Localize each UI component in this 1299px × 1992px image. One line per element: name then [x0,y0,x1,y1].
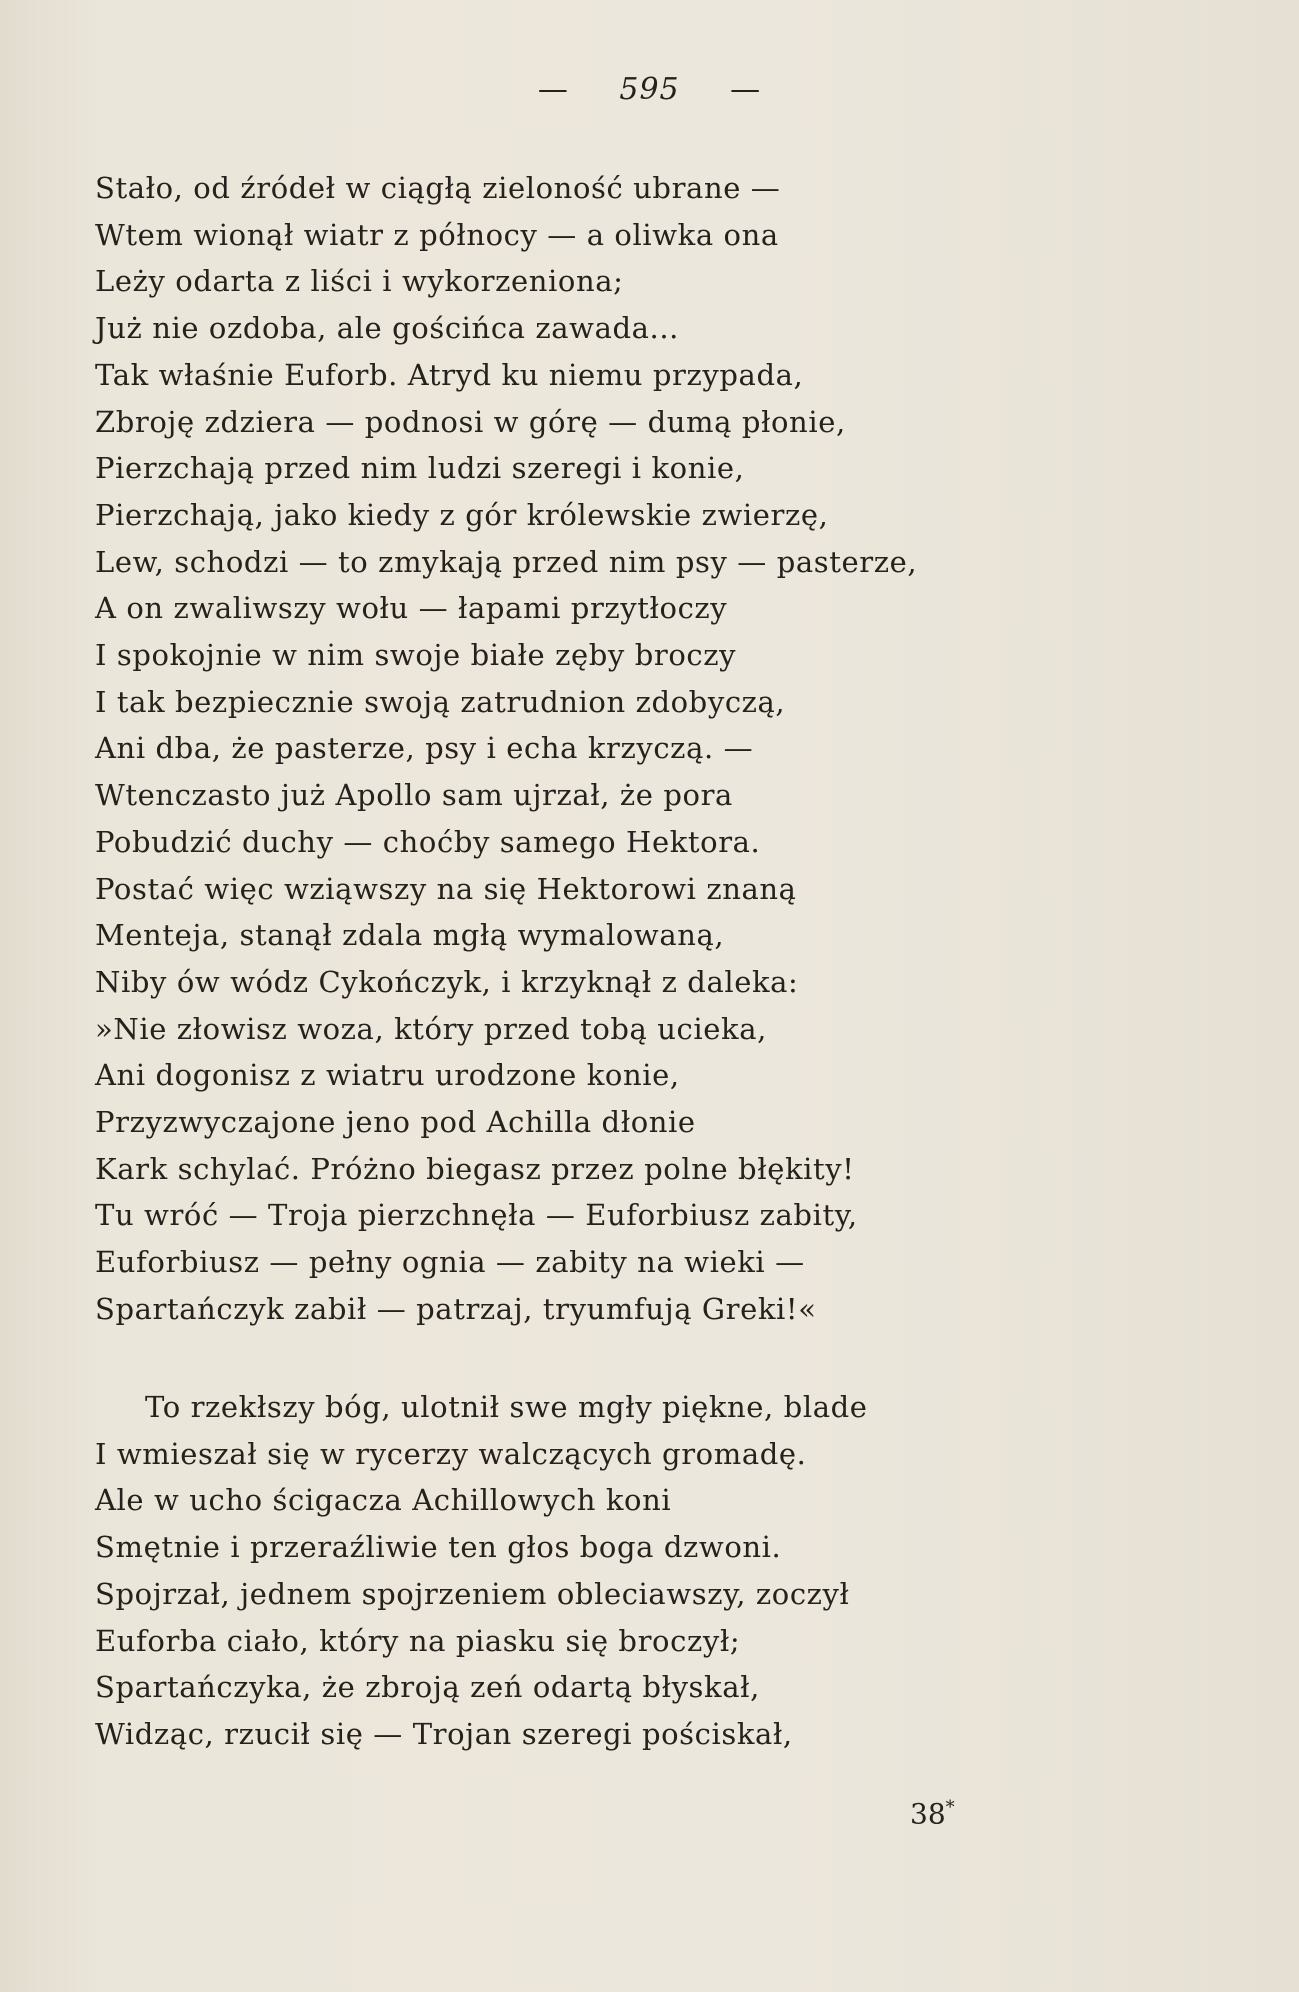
verse-line: Spartańczyk zabił — patrzaj, tryumfują Greki!« [95,1291,817,1326]
verse-line: Euforba ciało, który na piasku się broczył; [95,1623,741,1658]
verse-line: Stało, od źródeł w ciągłą zieloność ubrane — [95,171,781,205]
stanza-1 [95,165,1095,1333]
verse-line: Już nie ozdoba, ale gościńca zawada... [95,311,679,346]
header-dash-right: — [730,72,762,107]
verse-line: Pierzchają przed nim ludzi szeregi i konie, [95,451,745,486]
verse-line: Leży odarta z liści i wykorzeniona; [95,264,624,299]
verse-line: Wtem wionął wiatr z północy — a oliwka ona [95,217,779,252]
page-header [0,72,1299,107]
verse-line: Postać więc wziąwszy na się Hektorowi znaną [95,871,797,906]
verse-line: A on zwaliwszy wołu — łapami przytłoczy [95,591,728,626]
verse-line: Ani dogonisz z wiatru urodzone konie, [95,1058,680,1093]
verse-line: Kark schylać. Próżno biegasz przez polne błękity! [95,1151,855,1186]
verse-line: Menteja, stanął zdala mgłą wymalowaną, [95,918,725,953]
verse-line: Tu wróć — Troja pierzchnęła — Euforbiusz zabity, [95,1198,858,1233]
verse-line: Niby ów wódz Cykończyk, i krzyknął z daleka: [95,964,799,999]
verse-line: Ani dba, że pasterze, psy i echa krzyczą. — [95,731,754,766]
verse-line: Lew, schodzi — to zmykają przed nim psy — pasterze, [95,544,918,579]
verse-line: To rzekłszy bóg, ulotnił swe mgły piękne, blade [145,1390,868,1424]
header-dash-left: — [537,72,569,107]
verse-line: Spartańczyka, że zbroją zeń odartą błyskał, [95,1670,760,1705]
verse-line: Widząc, rzucił się — Trojan szeregi pościskał, [95,1716,793,1751]
stanza-2 [95,1384,1095,1758]
verse-line: I wmieszał się w rycerzy walczących gromadę. [95,1436,807,1471]
signature-mark: * [945,1797,955,1818]
verse-line: Przyzwyczajone jeno pod Achilla dłonie [95,1105,696,1140]
verse-line: Pobudzić duchy — choćby samego Hektora. [95,824,761,859]
verse-line: Euforbiusz — pełny ognia — zabity na wieki — [95,1245,805,1280]
printer-signature [910,1797,955,1830]
verse-line: I tak bezpiecznie swoją zatrudnion zdobyczą, [95,684,786,719]
verse-line: Wtenczasto już Apollo sam ujrzał, że pora [95,778,733,813]
verse-line: Ale w ucho ścigacza Achillowych koni [95,1483,672,1518]
verse-line: Zbroję zdziera — podnosi w górę — dumą płonie, [95,404,846,439]
page-number: 595 [619,72,680,107]
signature-number: 38 [910,1797,946,1831]
verse-line: Spojrzał, jednem spojrzeniem obleciawszy, zoczył [95,1576,850,1611]
verse-line: »Nie złowisz woza, który przed tobą ucieka, [95,1011,767,1046]
verse-line: Smętnie i przeraźliwie ten głos boga dzwoni. [95,1530,782,1565]
verse-line: Tak właśnie Euforb. Atryd ku niemu przypada, [95,357,804,392]
verse-line: I spokojnie w nim swoje białe zęby broczy [95,638,737,673]
verse-line: Pierzchają, jako kiedy z gór królewskie zwierzę, [95,497,829,532]
